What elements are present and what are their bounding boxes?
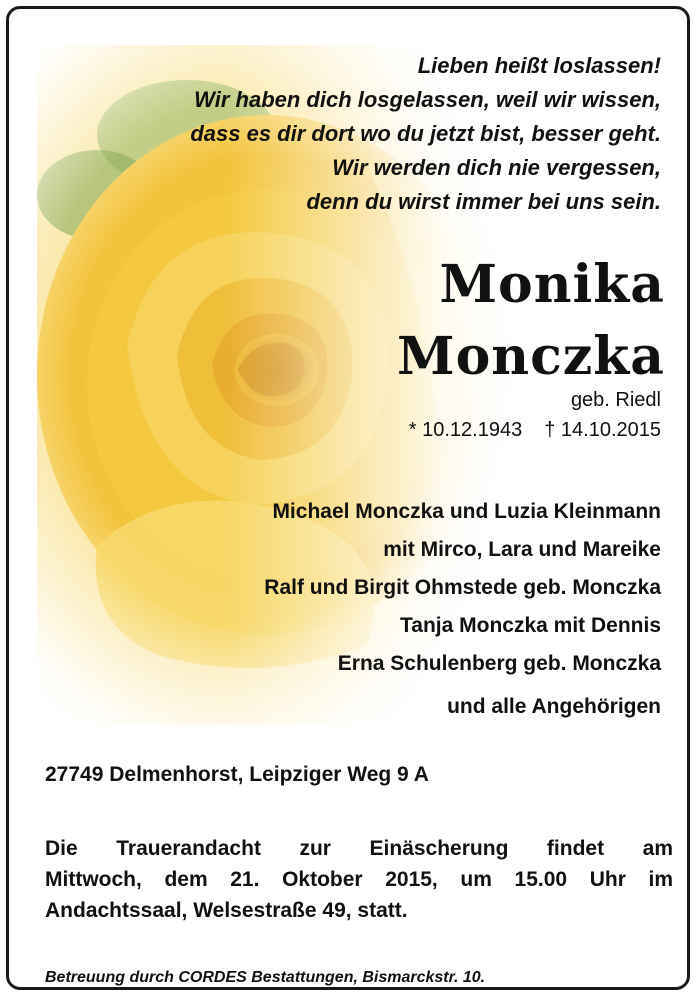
poem-line: Lieben heißt loslassen! bbox=[417, 53, 661, 78]
poem bbox=[21, 49, 661, 219]
relatives-line: und alle Angehörigen bbox=[447, 695, 661, 718]
poem-line: Wir haben dich losgelassen, weil wir wissen, bbox=[194, 87, 661, 112]
service-announcement bbox=[45, 833, 673, 926]
deceased-last-name: Monczka bbox=[397, 326, 665, 387]
service-line: Die Trauerandacht zur Einäscherung findet am bbox=[45, 837, 673, 860]
birth-date: * 10.12.1943 bbox=[408, 419, 523, 441]
poem-line: dass es dir dort wo du jetzt bist, besser geht. bbox=[190, 121, 661, 146]
poem-line: denn du wirst immer bei uns sein. bbox=[306, 189, 661, 214]
poem-line: Wir werden dich nie vergessen, bbox=[332, 155, 661, 180]
service-line: Andachtssaal, Welsestraße 49, statt. bbox=[45, 899, 408, 922]
obituary-card bbox=[6, 6, 690, 990]
death-date: † 14.10.2015 bbox=[544, 419, 661, 441]
life-dates bbox=[409, 419, 661, 442]
family-line: Erna Schulenberg geb. Monczka bbox=[337, 652, 661, 675]
family-line: Ralf und Birgit Ohmstede geb. Monczka bbox=[264, 576, 661, 599]
birth-name: geb. Riedl bbox=[570, 389, 661, 411]
family-list bbox=[264, 493, 661, 683]
family-line: mit Mirco, Lara und Mareike bbox=[383, 538, 661, 561]
family-line: Michael Monczka und Luzia Kleinmann bbox=[272, 500, 661, 523]
mourner-address: 27749 Delmenhorst, Leipziger Weg 9 A bbox=[45, 763, 429, 786]
service-line: Mittwoch, dem 21. Oktober 2015, um 15.00 Uhr im bbox=[45, 868, 673, 891]
funeral-home-credit: Betreuung durch CORDES Bestattungen, Bismarckstr. 10. bbox=[45, 969, 486, 986]
deceased-first-name: Monika bbox=[439, 254, 665, 315]
family-line: Tanja Monczka mit Dennis bbox=[400, 614, 661, 637]
